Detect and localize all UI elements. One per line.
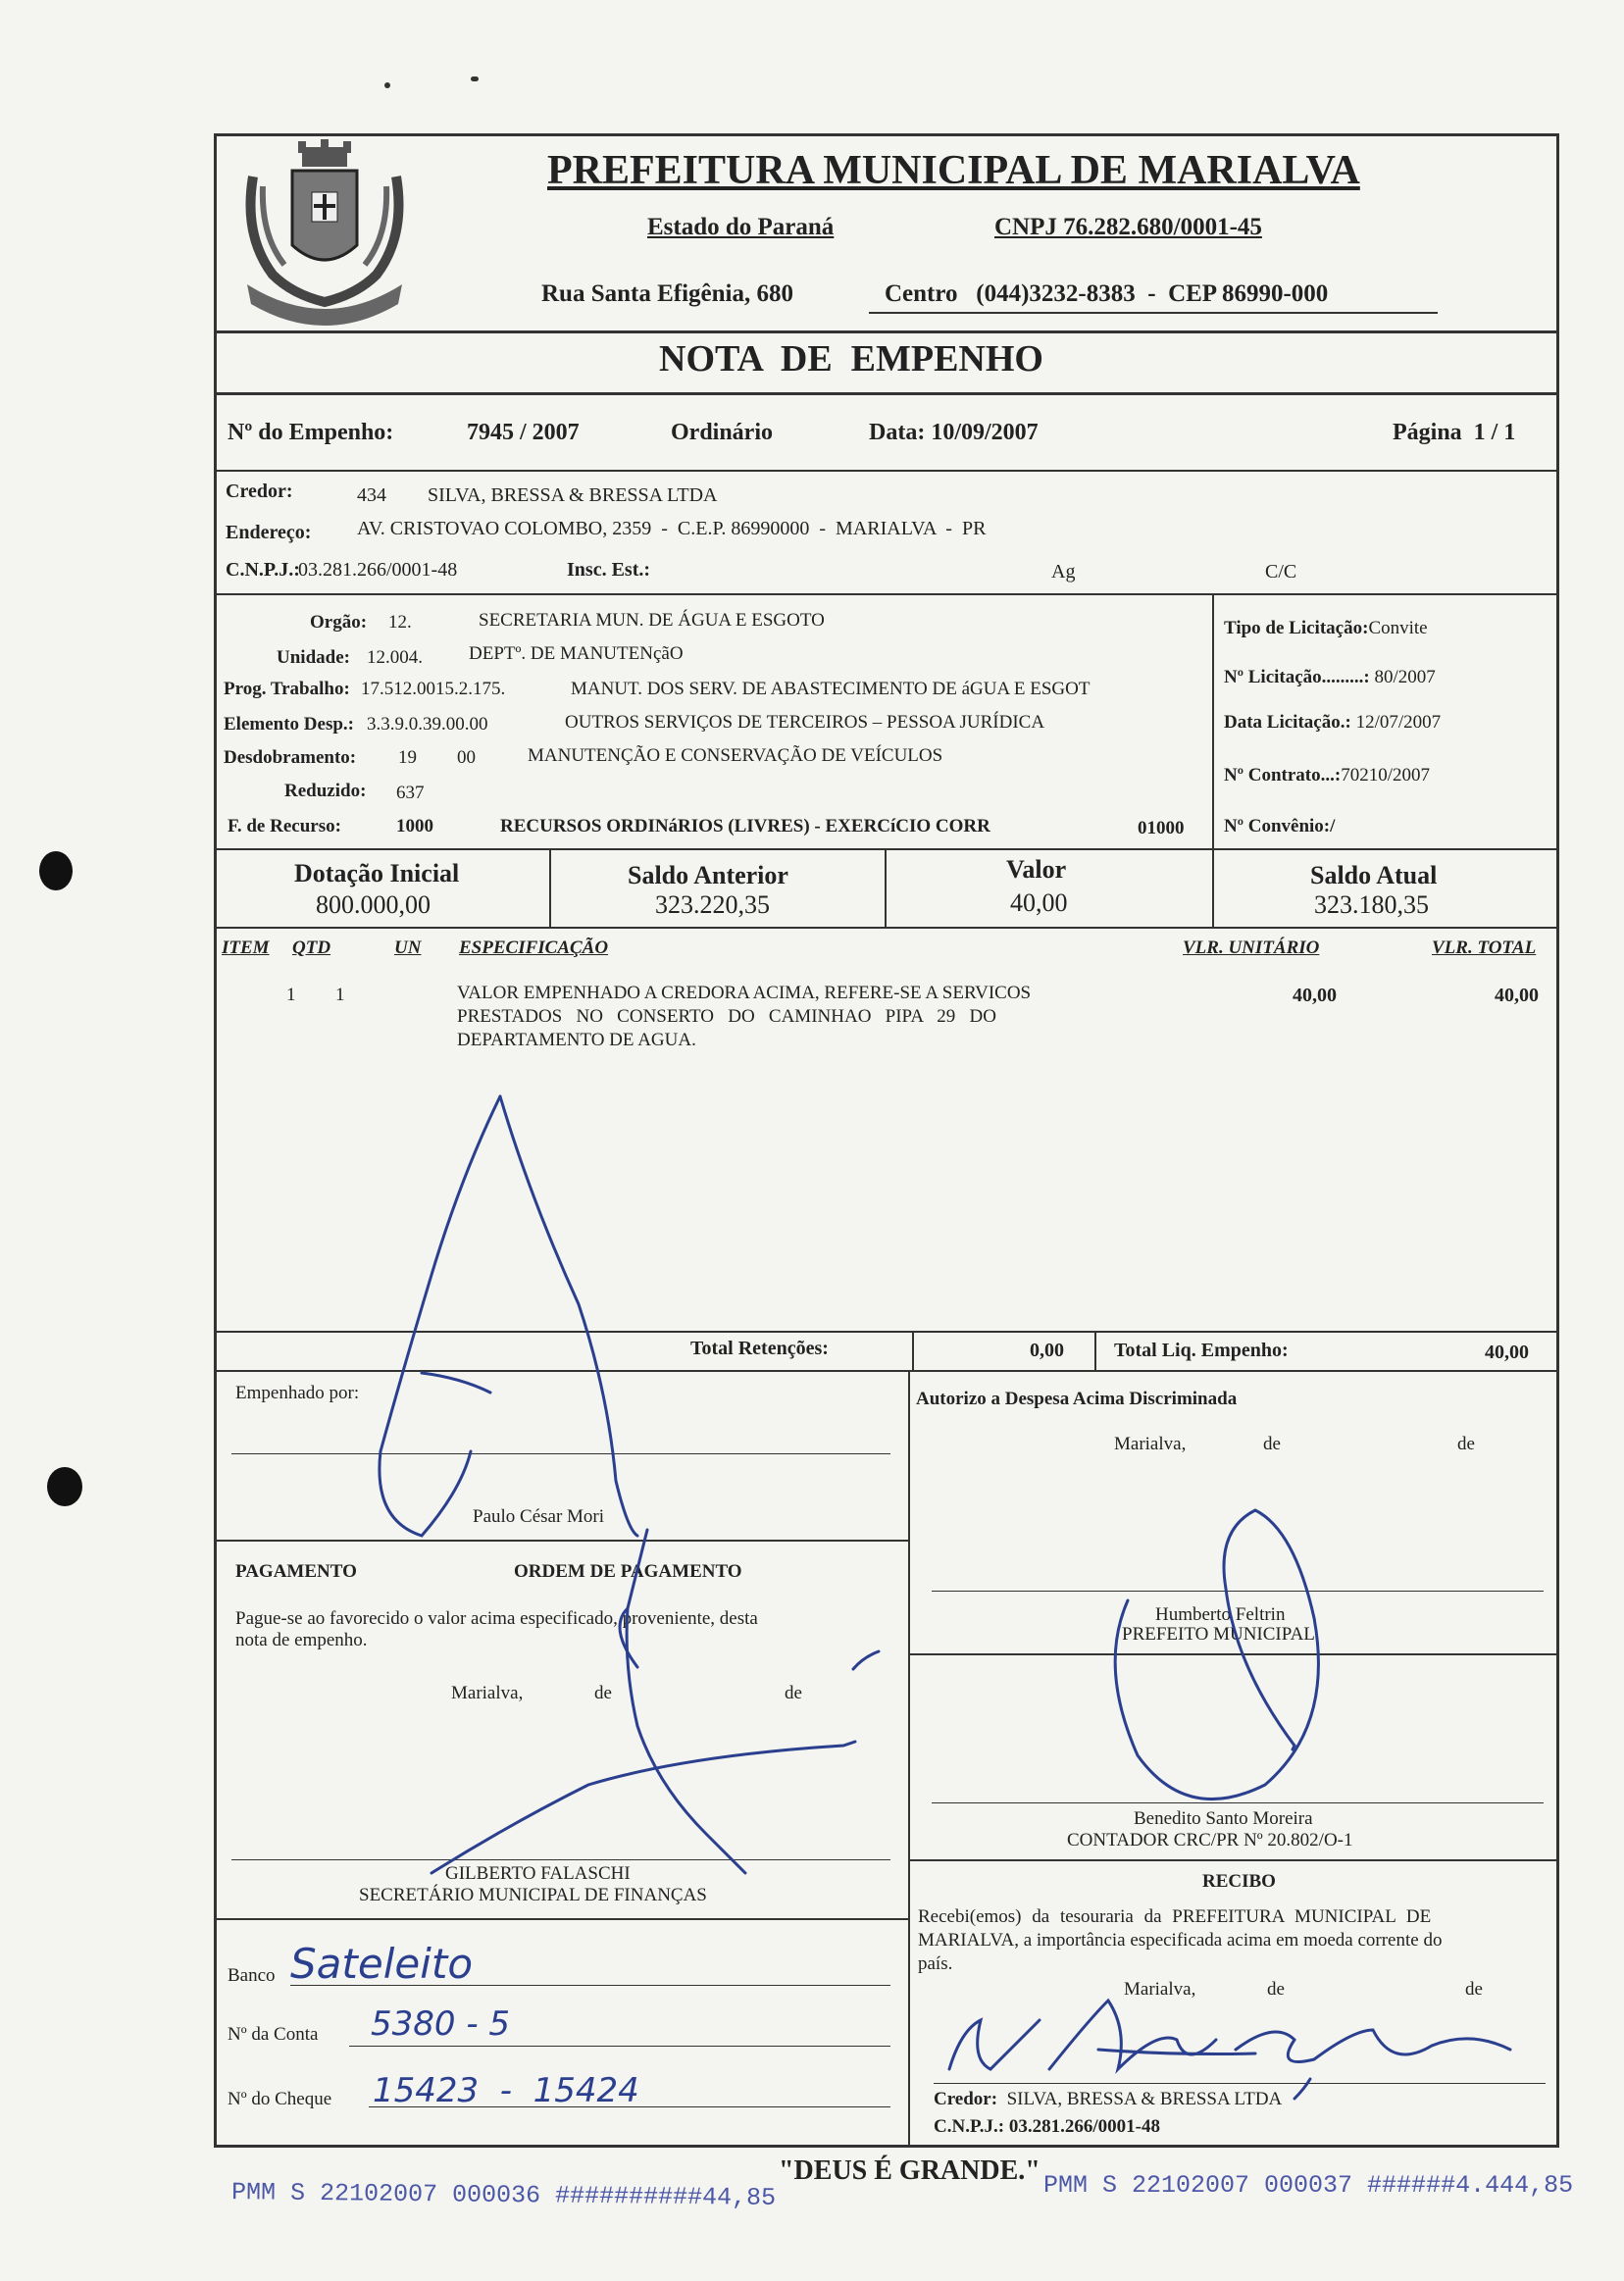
banco-handwritten: Sateleito xyxy=(290,1940,474,1988)
header-address-underline xyxy=(869,312,1438,314)
secretario-name: GILBERTO FALASCHI xyxy=(445,1863,631,1884)
col-header-especificacao: ESPECIFICAÇÃO xyxy=(459,938,609,958)
signature-line xyxy=(231,1859,890,1860)
divider xyxy=(214,1540,908,1542)
contrato-number xyxy=(1224,765,1430,786)
scan-speck xyxy=(471,76,479,81)
item-number: 1 xyxy=(286,985,296,1005)
field-line xyxy=(349,2046,890,2047)
recibo-city: Marialva, xyxy=(1124,1979,1196,2000)
desdobramento-name: MANUTENÇÃO E CONSERVAÇÃO DE VEÍCULOS xyxy=(528,745,943,766)
autorizo-label: Autorizo a Despesa Acima Discriminada xyxy=(916,1389,1238,1409)
col-header-qtd: QTD xyxy=(292,938,331,958)
item-qty: 1 xyxy=(335,985,345,1005)
autorizo-city: Marialva, xyxy=(1114,1434,1187,1454)
contador-title: CONTADOR CRC/PR Nº 20.802/O-1 xyxy=(1067,1830,1353,1850)
punch-hole-mark xyxy=(47,1467,82,1506)
pagamento-text-line-1: Pague-se ao favorecido o valor acima especificado, proveniente, desta xyxy=(235,1608,758,1629)
elemento-desp-name: OUTROS SERVIÇOS DE TERCEIROS – PESSOA JURÍDICA xyxy=(565,712,1045,733)
item-description-line-2: PRESTADOS NO CONSERTO DO CAMINHAO PIPA 29 DO xyxy=(457,1006,996,1027)
saldo-anterior-value: 323.220,35 xyxy=(655,890,770,919)
elemento-desp-label: Elemento Desp.: xyxy=(224,714,354,735)
ag-label: Ag xyxy=(1051,561,1076,583)
orgao-label: Orgão: xyxy=(310,612,368,633)
payment-stamp-left: PMM S 22102007 000036 ##########44,85 xyxy=(230,2178,777,2212)
credor-label: Credor: xyxy=(226,481,293,502)
recibo-title: RECIBO xyxy=(1202,1871,1276,1892)
desdobramento-code-2: 00 xyxy=(457,747,476,768)
licitacao-type-label: Tipo de Licitação: xyxy=(1224,618,1369,638)
licitacao-number-label: Nº Licitação.........: xyxy=(1224,667,1370,687)
recibo-cnpj: C.N.P.J.: 03.281.266/0001-48 xyxy=(934,2116,1160,2137)
header-state: Estado do Paraná xyxy=(647,214,835,240)
pagamento-city: Marialva, xyxy=(451,1683,524,1703)
divider xyxy=(549,848,551,927)
insc-est-label: Insc. Est.: xyxy=(567,559,651,581)
field-line xyxy=(369,2106,890,2107)
page-number: Página 1 / 1 xyxy=(1393,420,1516,445)
divider xyxy=(214,330,1559,333)
punch-hole-mark xyxy=(39,851,73,890)
col-header-item: ITEM xyxy=(222,938,270,958)
credor-address: AV. CRISTOVAO COLOMBO, 2359 - C.E.P. 86990000 - MARIALVA - PR xyxy=(357,518,987,539)
item-total-value: 40,00 xyxy=(1495,985,1539,1006)
autorizo-de-2: de xyxy=(1457,1434,1475,1454)
signature-line xyxy=(934,2083,1546,2084)
recibo-de-2: de xyxy=(1465,1979,1483,2000)
recibo-de-1: de xyxy=(1267,1979,1285,2000)
banco-label: Banco xyxy=(228,1965,276,1986)
empenho-date: Data: 10/09/2007 xyxy=(869,420,1039,445)
pagamento-de-1: de xyxy=(594,1683,612,1703)
total-retencoes-label: Total Retenções: xyxy=(690,1338,829,1359)
empenhado-por-name: Paulo César Mori xyxy=(473,1506,605,1527)
licitacao-date-value: 12/07/2007 xyxy=(1355,712,1442,733)
divider xyxy=(214,848,1559,850)
dotacao-inicial-label: Dotação Inicial xyxy=(294,859,460,887)
dotacao-inicial-value: 800.000,00 xyxy=(316,890,431,919)
cheque-handwritten: 15423 - 15424 xyxy=(373,2071,639,2110)
signature-line xyxy=(932,1802,1544,1803)
signature-line xyxy=(932,1591,1544,1592)
recurso-code: 1000 xyxy=(396,816,433,836)
credor-cnpj: 03.281.266/0001-48 xyxy=(298,559,458,581)
divider xyxy=(214,1331,1559,1333)
empenho-number: 7945 / 2007 xyxy=(467,420,580,445)
elemento-desp-code: 3.3.9.0.39.00.00 xyxy=(367,714,488,735)
divider xyxy=(214,470,1559,472)
credor-code: 434 xyxy=(357,484,386,506)
licitacao-number xyxy=(1224,667,1436,688)
footer-motto: "DEUS É GRANDE." xyxy=(779,2155,1040,2186)
divider xyxy=(1212,848,1214,927)
valor-value: 40,00 xyxy=(1010,888,1068,917)
header-title: PREFEITURA MUNICIPAL DE MARIALVA xyxy=(547,148,1360,193)
autorizo-de-1: de xyxy=(1263,1434,1281,1454)
divider xyxy=(214,1370,1559,1372)
empenhado-por-label: Empenhado por: xyxy=(235,1383,360,1403)
recibo-credor xyxy=(934,2089,1282,2110)
divider xyxy=(214,927,1559,929)
licitacao-type xyxy=(1224,618,1428,639)
empenho-type: Ordinário xyxy=(671,420,774,445)
divider xyxy=(214,392,1559,395)
prefeito-title: PREFEITO MUNICIPAL xyxy=(1122,1624,1315,1645)
header-address: Centro (044)3232-8383 - CEP 86990-000 xyxy=(885,280,1329,307)
divider xyxy=(1094,1331,1096,1370)
cnpj-label: C.N.P.J.: xyxy=(226,559,300,581)
pagamento-de-2: de xyxy=(785,1683,802,1703)
licitacao-date-label: Data Licitação.: xyxy=(1224,712,1351,733)
saldo-anterior-label: Saldo Anterior xyxy=(628,861,788,889)
recibo-text-line-1: Recebi(emos) da tesouraria da PREFEITURA MUNICIPAL DE xyxy=(918,1906,1432,1927)
prog-trabalho-label: Prog. Trabalho: xyxy=(224,679,350,699)
recurso-name: RECURSOS ORDINáRIOS (LIVRES) - EXERCíCIO CORR xyxy=(500,816,990,836)
orgao-code: 12. xyxy=(388,612,412,633)
divider xyxy=(912,1331,914,1370)
total-liq-empenho-label: Total Liq. Empenho: xyxy=(1114,1340,1289,1361)
valor-label: Valor xyxy=(1006,855,1067,884)
divider xyxy=(214,1918,908,1920)
empenho-number-label: Nº do Empenho: xyxy=(228,420,394,445)
convenio-label: Nº Convênio:/ xyxy=(1224,816,1336,836)
reduzido-label: Reduzido: xyxy=(284,781,367,801)
licitacao-number-value: 80/2007 xyxy=(1374,667,1436,687)
recurso-number: 01000 xyxy=(1138,818,1185,838)
saldo-atual-label: Saldo Atual xyxy=(1310,861,1438,889)
credor-name: SILVA, BRESSA & BRESSA LTDA xyxy=(428,484,718,506)
municipal-coat-of-arms-icon xyxy=(233,137,416,329)
reduzido-value: 637 xyxy=(396,783,425,803)
divider xyxy=(214,593,1559,595)
signature-line xyxy=(231,1453,890,1454)
col-header-vlr-unitario: VLR. UNITÁRIO xyxy=(1183,938,1320,958)
unidade-label: Unidade: xyxy=(277,647,350,668)
desdobramento-label: Desdobramento: xyxy=(224,747,357,768)
prog-trabalho-name: MANUT. DOS SERV. DE ABASTECIMENTO DE áGUA E ESGOT xyxy=(571,679,1091,699)
unidade-name: DEPTº. DE MANUTENçãO xyxy=(469,643,684,664)
conta-label: Nº da Conta xyxy=(228,2024,319,2045)
divider xyxy=(1212,593,1214,848)
prog-trabalho-code: 17.512.0015.2.175. xyxy=(361,679,506,699)
ordem-pagamento-label: ORDEM DE PAGAMENTO xyxy=(514,1561,742,1582)
endereco-label: Endereço: xyxy=(226,522,312,543)
col-header-vlr-total: VLR. TOTAL xyxy=(1432,938,1537,958)
total-liq-empenho-value: 40,00 xyxy=(1485,1342,1529,1363)
secretario-title: SECRETÁRIO MUNICIPAL DE FINANÇAS xyxy=(359,1885,707,1905)
divider xyxy=(908,1859,1559,1861)
licitacao-date xyxy=(1224,712,1441,734)
cheque-label: Nº do Cheque xyxy=(228,2089,332,2109)
header-cnpj: CNPJ 76.282.680/0001-45 xyxy=(994,214,1262,240)
cc-label: C/C xyxy=(1265,561,1297,583)
header-address-street: Rua Santa Efigênia, 680 xyxy=(541,280,793,307)
contrato-label: Nº Contrato...: xyxy=(1224,765,1342,786)
desdobramento-code-1: 19 xyxy=(398,747,417,768)
divider xyxy=(908,1370,910,2148)
unidade-code: 12.004. xyxy=(367,647,423,668)
orgao-name: SECRETARIA MUN. DE ÁGUA E ESGOTO xyxy=(479,610,825,631)
divider xyxy=(908,1653,1559,1655)
total-retencoes-value: 0,00 xyxy=(1030,1340,1064,1361)
contrato-value: 70210/2007 xyxy=(1341,765,1430,786)
item-unit-value: 40,00 xyxy=(1293,985,1337,1006)
scan-speck xyxy=(384,82,390,88)
contador-name: Benedito Santo Moreira xyxy=(1134,1808,1313,1829)
field-line xyxy=(290,1985,890,1986)
recibo-credor-label: Credor: xyxy=(934,2089,998,2109)
prefeito-name: Humberto Feltrin xyxy=(1155,1604,1286,1625)
conta-handwritten: 5380 - 5 xyxy=(371,2004,511,2044)
item-description-line-3: DEPARTAMENTO DE AGUA. xyxy=(457,1030,696,1050)
recurso-label: F. de Recurso: xyxy=(228,816,341,836)
licitacao-type-value: Convite xyxy=(1368,618,1428,638)
pagamento-label: PAGAMENTO xyxy=(235,1561,357,1582)
recibo-text-line-3: país. xyxy=(918,1953,953,1974)
item-description-line-1: VALOR EMPENHADO A CREDORA ACIMA, REFERE-SE A SERVICOS xyxy=(457,983,1032,1003)
recibo-credor-name: SILVA, BRESSA & BRESSA LTDA xyxy=(1006,2089,1283,2109)
col-header-un: UN xyxy=(394,938,422,958)
recibo-text-line-2: MARIALVA, a importância especificada acima em moeda corrente do xyxy=(918,1930,1443,1951)
payment-stamp-right: PMM S 22102007 000037 ######4.444,85 xyxy=(1043,2171,1574,2200)
pagamento-text-line-2: nota de empenho. xyxy=(235,1630,368,1650)
document-title: NOTA DE EMPENHO xyxy=(659,338,1043,380)
saldo-atual-value: 323.180,35 xyxy=(1314,890,1429,919)
divider xyxy=(885,848,887,927)
